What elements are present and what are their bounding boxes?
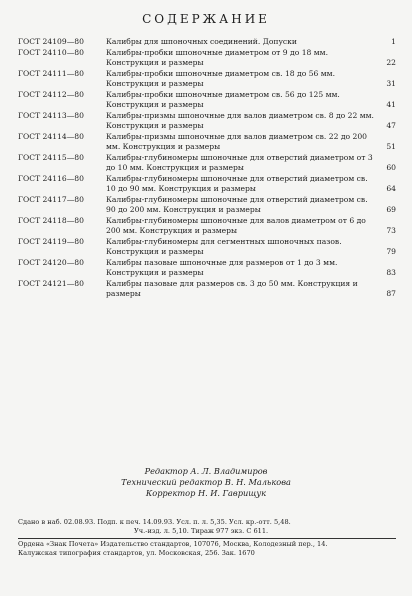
toc-entry-page: 69 — [386, 204, 396, 214]
toc-entry-text: Калибры-призмы шпоночные для валов диаметром св. 8 до 22 мм. Конструкция и размеры — [106, 111, 374, 130]
toc-entry-code: ГОСТ 24115—80 — [18, 153, 84, 163]
toc-entry-text: Калибры-глубиномеры шпоночные для отверстий диаметром св. 10 до 90 мм. Конструкция и размеры — [106, 174, 368, 193]
toc-entry-code: ГОСТ 24113—80 — [18, 111, 84, 121]
toc-entry-text: Калибры для шпоночных соединений. Допуски — [106, 37, 297, 46]
publisher-block — [18, 540, 396, 557]
toc-entry — [18, 48, 396, 68]
toc-entry-code: ГОСТ 24121—80 — [18, 279, 84, 289]
toc-entry-page: 64 — [386, 183, 396, 193]
toc-entry-code: ГОСТ 24120—80 — [18, 258, 84, 268]
toc-entry-text: Калибры-глубиномеры шпоночные для отверстий диаметром св. 90 до 200 мм. Конструкция и размеры — [106, 195, 368, 214]
toc-entry — [18, 216, 396, 236]
toc-entry-text: Калибры-глубиномеры шпоночные для валов диаметром от 6 до 200 мм. Конструкция и размеры — [106, 216, 366, 235]
toc-entry-code: ГОСТ 24112—80 — [18, 90, 84, 100]
toc-entry — [18, 37, 396, 47]
imprint-block — [18, 518, 396, 536]
toc-entry-page: 47 — [386, 120, 396, 130]
toc-entry-text: Калибры-пробки шпоночные диаметром св. 18 до 56 мм. Конструкция и размеры — [106, 69, 335, 88]
toc-entry — [18, 90, 396, 110]
toc-entry-page: 31 — [386, 78, 396, 88]
toc-entry-text: Калибры-призмы шпоночные для валов диаметром св. 22 до 200 мм. Конструкция и размеры — [106, 132, 367, 151]
page-title: СОДЕРЖАНИЕ — [142, 12, 270, 26]
toc-entry-page: 51 — [386, 141, 396, 151]
toc-entry — [18, 279, 396, 299]
toc-entry-code: ГОСТ 24109—80 — [18, 37, 84, 46]
toc-entry-text: Калибры пазовые шпоночные для размеров от 1 до 3 мм. Конструкция и размеры — [106, 258, 338, 277]
credits-block — [0, 466, 412, 499]
toc-entry-text: Калибры-глубиномеры для сегментных шпоночных пазов. Конструкция и размеры — [106, 237, 342, 256]
toc-entry — [18, 132, 396, 152]
toc-entry — [18, 195, 396, 215]
imprint-line-1: Сдано в наб. 02.08.93. Подп. к печ. 14.09.93. Усл. п. л. 5,35. Усл. кр.-отт. 5,48. — [18, 518, 291, 526]
corrector-line: Корректор Н. И. Гаврищук — [145, 488, 267, 498]
toc-entry — [18, 69, 396, 89]
toc-entry-page: 1 — [391, 37, 396, 46]
toc-entry-page: 41 — [386, 99, 396, 109]
toc-entry — [18, 258, 396, 278]
toc-entry-text: Калибры-глубиномеры шпоночные для отверстий диаметром от 3 до 10 мм. Конструкция и размеры — [106, 153, 373, 172]
editor-line: Редактор А. Л. Владимиров — [144, 466, 268, 476]
imprint-line-2: Уч.-изд. л. 5,10. Тираж 977 экз. С 611. — [134, 527, 269, 535]
publisher-line-2: Калужская типография стандартов, ул. Московская, 256. Зак. 1670 — [18, 548, 255, 557]
table-of-contents — [18, 37, 396, 300]
toc-entry-code: ГОСТ 24114—80 — [18, 132, 84, 142]
toc-entry-page: 22 — [386, 57, 396, 67]
toc-entry-page: 79 — [386, 246, 396, 256]
toc-entry — [18, 237, 396, 257]
toc-entry-text: Калибры-пробки шпоночные диаметром от 9 до 18 мм. Конструкция и размеры — [106, 48, 328, 67]
toc-entry — [18, 111, 396, 131]
toc-entry-code: ГОСТ 24118—80 — [18, 216, 84, 226]
toc-entry-code: ГОСТ 24111—80 — [18, 69, 84, 79]
toc-entry-page: 73 — [386, 225, 396, 235]
toc-entry-page: 87 — [386, 288, 396, 298]
toc-entry — [18, 174, 396, 194]
toc-entry-code: ГОСТ 24110—80 — [18, 48, 84, 58]
toc-entry — [18, 153, 396, 173]
toc-entry-code: ГОСТ 24116—80 — [18, 174, 84, 184]
technical-editor-line: Технический редактор В. Н. Малькова — [121, 477, 291, 487]
publisher-line-1: Ордена «Знак Почета» Издательство стандартов, 107076, Москва, Колодезный пер., 14. — [18, 540, 328, 548]
toc-entry-page: 60 — [386, 162, 396, 172]
divider — [18, 538, 396, 539]
toc-entry-text: Калибры пазовые для размеров св. 3 до 50 мм. Конструкция и размеры — [106, 279, 358, 298]
toc-entry-text: Калибры-пробки шпоночные диаметром св. 56 до 125 мм. Конструкция и размеры — [106, 90, 340, 109]
toc-entry-page: 83 — [386, 267, 396, 277]
toc-entry-code: ГОСТ 24117—80 — [18, 195, 84, 205]
toc-entry-code: ГОСТ 24119—80 — [18, 237, 84, 247]
